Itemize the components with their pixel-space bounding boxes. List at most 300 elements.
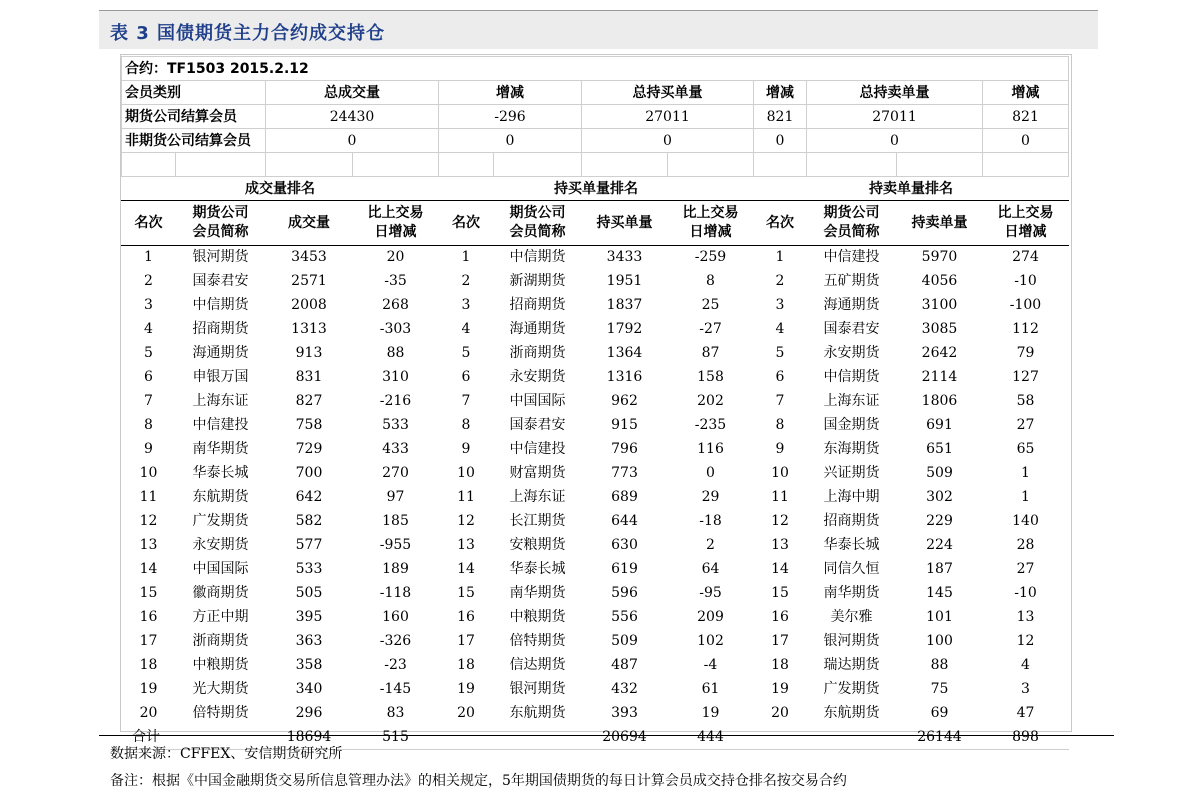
section-title-row xyxy=(122,177,1069,201)
volume-member-cell: 上海东证 xyxy=(192,393,249,409)
volume-qty-cell: 296 xyxy=(295,705,323,721)
volume-member-cell: 徽商期货 xyxy=(192,585,249,601)
volume-rank-cell: 17 xyxy=(139,633,158,649)
buy-member-cell: 上海东证 xyxy=(509,489,566,505)
sell-change-cell: 47 xyxy=(1016,705,1035,721)
buy-rank-cell: 18 xyxy=(439,654,494,678)
sell-rank-cell: 13 xyxy=(754,534,807,558)
volume-change-cell: 97 xyxy=(386,489,405,505)
sell-rank-cell: 5 xyxy=(754,342,807,366)
sell-qty-cell: 100 xyxy=(926,633,953,649)
summary-row xyxy=(122,129,1069,153)
volume-change-cell: -118 xyxy=(379,585,412,601)
summary-sell-change-cell: 821 xyxy=(983,105,1069,129)
sell-change-cell: 127 xyxy=(1012,369,1039,385)
table-title: 表 3 国债期货主力合约成交持仓 xyxy=(110,23,386,44)
spacer-cell xyxy=(439,153,494,177)
sell-member-cell: 上海东证 xyxy=(823,393,880,409)
summary-category-header: 会员类别 xyxy=(122,81,266,105)
section-title-volume: 成交量排名 xyxy=(122,177,439,201)
volume-member-cell: 倍特期货 xyxy=(192,705,249,721)
volume-change-cell: 160 xyxy=(382,609,409,625)
buy-member-cell: 中信期货 xyxy=(509,249,566,265)
buy-change-cell: 209 xyxy=(697,609,724,625)
buy-member-cell: 新湖期货 xyxy=(509,273,566,289)
buy-qty-cell: 509 xyxy=(611,633,638,649)
volume-qty-cell: 582 xyxy=(295,513,323,529)
table-row xyxy=(122,390,1069,414)
sell-change-cell: 27 xyxy=(1016,561,1035,577)
sell-rank-cell: 16 xyxy=(754,606,807,630)
sell-member-cell: 银河期货 xyxy=(823,633,880,649)
volume-member-cell: 南华期货 xyxy=(192,441,249,457)
buy-change-cell: -27 xyxy=(699,321,722,337)
buy-rank-cell: 13 xyxy=(439,534,494,558)
buy-member-cell: 海通期货 xyxy=(509,321,566,337)
volume-change-cell: 533 xyxy=(382,417,409,433)
volume-change-cell: 310 xyxy=(382,369,409,385)
sell-qty-cell: 101 xyxy=(926,609,953,625)
buy-rank-cell: 1 xyxy=(439,246,494,270)
summary-row xyxy=(122,105,1069,129)
sell-rank-cell: 19 xyxy=(754,678,807,702)
sell-member-cell: 永安期货 xyxy=(823,345,880,361)
sell-qty-cell: 69 xyxy=(930,705,949,721)
totals-buy-change: 444 xyxy=(668,726,754,750)
sell-qty-cell: 2642 xyxy=(921,345,958,361)
summary-volume-change-header: 增减 xyxy=(439,81,582,105)
volume-change-cell: 88 xyxy=(386,345,405,361)
volume-member-cell: 国泰君安 xyxy=(192,273,249,289)
volume-change-cell: -216 xyxy=(379,393,412,409)
summary-total-sell-cell: 0 xyxy=(807,129,983,153)
sell-rank-cell: 6 xyxy=(754,366,807,390)
volume-member-cell: 中信期货 xyxy=(192,297,249,313)
buy-rank-cell: 12 xyxy=(439,510,494,534)
spacer-cell xyxy=(176,153,266,177)
rank-header: 名次 xyxy=(122,201,176,246)
member-header-line1: 期货公司 xyxy=(192,205,249,221)
member-header-line2: 会员简称 xyxy=(823,224,880,240)
volume-qty-cell: 642 xyxy=(295,489,323,505)
positions-table xyxy=(121,56,1069,750)
sell-change-cell: 12 xyxy=(1016,633,1035,649)
table-row xyxy=(122,558,1069,582)
volume-member-cell: 浙商期货 xyxy=(192,633,249,649)
sell-qty-cell: 4056 xyxy=(921,273,958,289)
summary-total-volume-cell: 24430 xyxy=(266,105,439,129)
table-row xyxy=(122,678,1069,702)
table-row xyxy=(122,462,1069,486)
sell-change-cell: 27 xyxy=(1016,417,1035,433)
buy-member-cell: 信达期货 xyxy=(509,657,566,673)
volume-qty-cell: 2571 xyxy=(291,273,327,289)
buy-rank-cell: 17 xyxy=(439,630,494,654)
sell-member-cell: 美尔雅 xyxy=(830,609,873,625)
sell-change-cell: 274 xyxy=(1012,249,1039,265)
volume-rank-cell: 11 xyxy=(139,489,158,505)
volume-qty-cell: 395 xyxy=(295,609,323,625)
sell-member-cell: 瑞达期货 xyxy=(823,657,880,673)
buy-qty-cell: 619 xyxy=(611,561,638,577)
volume-change-cell: -326 xyxy=(379,633,412,649)
volume-qty-cell: 729 xyxy=(295,441,323,457)
volume-rank-cell: 20 xyxy=(139,705,158,721)
volume-qty-cell: 533 xyxy=(295,561,323,577)
volume-qty-cell: 340 xyxy=(295,681,323,697)
buy-qty-cell: 556 xyxy=(611,609,638,625)
buy-rank-cell: 4 xyxy=(439,318,494,342)
buy-member-cell: 浙商期货 xyxy=(509,345,566,361)
buy-rank-cell: 7 xyxy=(439,390,494,414)
summary-volume-change-cell: -296 xyxy=(439,105,582,129)
change-header-line2: 日增减 xyxy=(1004,224,1047,240)
spacer-cell xyxy=(122,153,176,177)
spacer-cell xyxy=(668,153,754,177)
volume-change-cell: -303 xyxy=(379,321,412,337)
summary-sell-change-cell: 0 xyxy=(983,129,1069,153)
table-row xyxy=(122,342,1069,366)
table-row xyxy=(122,366,1069,390)
summary-buy-change-cell: 821 xyxy=(754,105,807,129)
summary-total-volume-cell: 0 xyxy=(266,129,439,153)
table-row xyxy=(122,582,1069,606)
buy-member-cell: 安粮期货 xyxy=(509,537,566,553)
totals-empty xyxy=(807,726,897,750)
table-row xyxy=(122,270,1069,294)
sell-rank-cell: 10 xyxy=(754,462,807,486)
table-row xyxy=(122,630,1069,654)
buy-rank-cell: 20 xyxy=(439,702,494,726)
sell-qty-cell: 651 xyxy=(926,441,953,457)
volume-rank-cell: 6 xyxy=(144,369,153,385)
volume-qty-cell: 831 xyxy=(295,369,323,385)
buy-rank-cell: 9 xyxy=(439,438,494,462)
member-header xyxy=(176,201,266,246)
volume-rank-cell: 1 xyxy=(144,249,153,265)
buy-rank-cell: 6 xyxy=(439,366,494,390)
buy-qty-cell: 1792 xyxy=(606,321,643,337)
totals-empty xyxy=(754,726,807,750)
sell-change-cell: 1 xyxy=(1021,489,1030,505)
summary-total-buy-header: 总持买单量 xyxy=(582,81,754,105)
volume-rank-cell: 9 xyxy=(144,441,153,457)
buy-rank-cell: 19 xyxy=(439,678,494,702)
contract-line: 合约：TF1503 2015.2.12 xyxy=(122,57,1069,81)
sell-member-cell: 海通期货 xyxy=(823,297,880,313)
summary-total-buy-cell: 0 xyxy=(582,129,754,153)
volume-qty-cell: 3453 xyxy=(291,249,327,265)
sell-rank-cell: 8 xyxy=(754,414,807,438)
spacer-cell xyxy=(266,153,353,177)
buy-change-cell: 2 xyxy=(706,537,715,553)
volume-member-cell: 广发期货 xyxy=(192,513,249,529)
buy-member-cell: 永安期货 xyxy=(509,369,566,385)
volume-rank-cell: 19 xyxy=(139,681,158,697)
volume-qty-cell: 1313 xyxy=(291,321,327,337)
sell-rank-cell: 3 xyxy=(754,294,807,318)
volume-rank-cell: 14 xyxy=(139,561,158,577)
buy-member-cell: 倍特期货 xyxy=(509,633,566,649)
sell-change-cell: 1 xyxy=(1021,465,1030,481)
table-row xyxy=(122,414,1069,438)
sell-rank-cell: 15 xyxy=(754,582,807,606)
footer-rule xyxy=(99,735,1114,736)
buy-member-cell: 中信建投 xyxy=(509,441,566,457)
sell-qty-cell: 3100 xyxy=(921,297,958,313)
buy-change-cell: -4 xyxy=(703,657,718,673)
volume-rank-cell: 5 xyxy=(144,345,153,361)
buy-change-cell: -18 xyxy=(699,513,722,529)
buy-member-cell: 华泰长城 xyxy=(509,561,566,577)
sell-qty-cell: 145 xyxy=(926,585,953,601)
buy-change-cell: -259 xyxy=(694,249,727,265)
sell-qty-cell: 88 xyxy=(930,657,949,673)
buy-qty-header: 持买单量 xyxy=(582,201,668,246)
buy-change-cell: 8 xyxy=(706,273,715,289)
buy-qty-cell: 630 xyxy=(611,537,638,553)
summary-volume-change-cell: 0 xyxy=(439,129,582,153)
sell-qty-cell: 2114 xyxy=(921,369,958,385)
buy-member-cell: 银河期货 xyxy=(509,681,566,697)
buy-rank-cell: 14 xyxy=(439,558,494,582)
summary-category-cell: 非期货公司结算会员 xyxy=(122,129,266,153)
volume-qty-cell: 505 xyxy=(295,585,323,601)
sell-member-cell: 东航期货 xyxy=(823,705,880,721)
summary-buy-change-header: 增减 xyxy=(754,81,807,105)
buy-qty-cell: 962 xyxy=(611,393,638,409)
volume-qty-cell: 913 xyxy=(295,345,323,361)
table-row xyxy=(122,606,1069,630)
totals-volume: 18694 xyxy=(266,726,353,750)
sell-qty-cell: 5970 xyxy=(921,249,958,265)
volume-rank-cell: 8 xyxy=(144,417,153,433)
table-row xyxy=(122,294,1069,318)
sell-qty-cell: 187 xyxy=(926,561,953,577)
summary-total-sell-cell: 27011 xyxy=(807,105,983,129)
volume-qty-cell: 577 xyxy=(295,537,323,553)
volume-rank-cell: 15 xyxy=(139,585,158,601)
change-header-line2: 日增减 xyxy=(689,224,732,240)
buy-rank-cell: 11 xyxy=(439,486,494,510)
spacer-cell xyxy=(983,153,1069,177)
member-header-line2: 会员简称 xyxy=(192,224,249,240)
volume-change-cell: -145 xyxy=(379,681,412,697)
sell-rank-cell: 1 xyxy=(754,246,807,270)
volume-rank-cell: 4 xyxy=(144,321,153,337)
volume-member-cell: 方正中期 xyxy=(192,609,249,625)
volume-change-cell: 270 xyxy=(382,465,409,481)
buy-qty-cell: 1951 xyxy=(606,273,643,289)
sell-qty-cell: 1806 xyxy=(921,393,958,409)
sell-qty-cell: 691 xyxy=(926,417,953,433)
table-row xyxy=(122,534,1069,558)
totals-label: 合计 xyxy=(122,726,176,750)
buy-rank-cell: 2 xyxy=(439,270,494,294)
volume-change-cell: 20 xyxy=(386,249,405,265)
buy-qty-cell: 487 xyxy=(611,657,638,673)
buy-change-cell: 25 xyxy=(701,297,720,313)
buy-change-cell: 158 xyxy=(697,369,724,385)
totals-sell-change: 898 xyxy=(983,726,1069,750)
sell-qty-cell: 75 xyxy=(930,681,949,697)
buy-change-cell: 64 xyxy=(701,561,720,577)
table-row xyxy=(122,246,1069,270)
buy-member-cell: 中国国际 xyxy=(509,393,566,409)
sell-member-cell: 国金期货 xyxy=(823,417,880,433)
volume-qty-cell: 827 xyxy=(295,393,323,409)
sell-change-cell: 65 xyxy=(1016,441,1035,457)
sell-member-cell: 中信期货 xyxy=(823,369,880,385)
volume-rank-cell: 2 xyxy=(144,273,153,289)
buy-rank-cell: 15 xyxy=(439,582,494,606)
buy-change-cell: 202 xyxy=(697,393,724,409)
table-title-bar xyxy=(99,10,1098,49)
buy-change-cell: 102 xyxy=(697,633,724,649)
table-row xyxy=(122,318,1069,342)
buy-member-cell: 东航期货 xyxy=(509,705,566,721)
buy-qty-cell: 644 xyxy=(611,513,638,529)
sell-rank-cell: 20 xyxy=(754,702,807,726)
buy-qty-cell: 773 xyxy=(611,465,638,481)
volume-change-cell: 268 xyxy=(382,297,409,313)
buy-qty-cell: 915 xyxy=(611,417,638,433)
totals-sell: 26144 xyxy=(897,726,983,750)
summary-sell-change-header: 增减 xyxy=(983,81,1069,105)
sell-qty-cell: 229 xyxy=(926,513,953,529)
volume-member-cell: 中粮期货 xyxy=(192,657,249,673)
summary-header-row xyxy=(122,81,1069,105)
change-header-line1: 比上交易 xyxy=(682,205,739,221)
buy-rank-cell: 3 xyxy=(439,294,494,318)
buy-qty-cell: 596 xyxy=(611,585,638,601)
volume-member-cell: 华泰长城 xyxy=(192,465,249,481)
sell-rank-cell: 12 xyxy=(754,510,807,534)
volume-member-cell: 光大期货 xyxy=(192,681,249,697)
column-header-row xyxy=(122,201,1069,246)
volume-qty-cell: 358 xyxy=(295,657,323,673)
spacer-cell xyxy=(754,153,807,177)
sell-change-cell: 4 xyxy=(1021,657,1030,673)
totals-buy: 20694 xyxy=(582,726,668,750)
sell-rank-cell: 17 xyxy=(754,630,807,654)
sell-change-cell: 3 xyxy=(1021,681,1030,697)
summary-buy-change-cell: 0 xyxy=(754,129,807,153)
buy-member-cell: 招商期货 xyxy=(509,297,566,313)
buy-change-cell: -95 xyxy=(699,585,722,601)
sell-change-cell: 112 xyxy=(1012,321,1039,337)
spacer-cell xyxy=(582,153,668,177)
sell-qty-cell: 302 xyxy=(926,489,953,505)
sell-rank-cell: 11 xyxy=(754,486,807,510)
spacer-cell xyxy=(897,153,983,177)
buy-change-cell: 29 xyxy=(701,489,720,505)
sell-change-cell: -10 xyxy=(1014,585,1037,601)
buy-member-cell: 国泰君安 xyxy=(509,417,566,433)
change-header xyxy=(983,201,1069,246)
volume-change-cell: 433 xyxy=(382,441,409,457)
volume-member-cell: 银河期货 xyxy=(192,249,249,265)
sell-qty-cell: 224 xyxy=(926,537,953,553)
volume-rank-cell: 7 xyxy=(144,393,153,409)
rank-header: 名次 xyxy=(439,201,494,246)
volume-qty-cell: 363 xyxy=(295,633,323,649)
change-header-line1: 比上交易 xyxy=(997,205,1054,221)
member-header-line1: 期货公司 xyxy=(823,205,880,221)
volume-member-cell: 海通期货 xyxy=(192,345,249,361)
buy-member-cell: 长江期货 xyxy=(509,513,566,529)
sell-change-cell: 79 xyxy=(1016,345,1035,361)
buy-change-cell: 116 xyxy=(697,441,724,457)
sell-member-cell: 南华期货 xyxy=(823,585,880,601)
volume-rank-cell: 3 xyxy=(144,297,153,313)
member-header xyxy=(807,201,897,246)
buy-rank-cell: 16 xyxy=(439,606,494,630)
table-row xyxy=(122,438,1069,462)
volume-member-cell: 东航期货 xyxy=(192,489,249,505)
table-row xyxy=(122,510,1069,534)
sell-rank-cell: 7 xyxy=(754,390,807,414)
buy-change-cell: 87 xyxy=(701,345,720,361)
totals-empty xyxy=(494,726,582,750)
sell-member-cell: 华泰长城 xyxy=(823,537,880,553)
volume-change-cell: -35 xyxy=(384,273,407,289)
buy-change-cell: -235 xyxy=(694,417,727,433)
sell-member-cell: 广发期货 xyxy=(823,681,880,697)
sell-change-cell: -10 xyxy=(1014,273,1037,289)
sell-change-cell: 58 xyxy=(1016,393,1035,409)
data-source: 数据来源：CFFEX、安信期货研究所 xyxy=(110,746,343,762)
buy-rank-cell: 5 xyxy=(439,342,494,366)
sell-change-cell: 28 xyxy=(1016,537,1035,553)
summary-total-buy-cell: 27011 xyxy=(582,105,754,129)
buy-qty-cell: 432 xyxy=(611,681,638,697)
sell-member-cell: 同信久恒 xyxy=(823,561,880,577)
member-header xyxy=(494,201,582,246)
sell-change-cell: 13 xyxy=(1016,609,1035,625)
spacer-cell xyxy=(353,153,439,177)
volume-change-cell: -23 xyxy=(384,657,407,673)
volume-member-cell: 中信建投 xyxy=(192,417,249,433)
volume-rank-cell: 18 xyxy=(139,657,158,673)
volume-member-cell: 申银万国 xyxy=(192,369,249,385)
rank-header: 名次 xyxy=(754,201,807,246)
sell-rank-cell: 2 xyxy=(754,270,807,294)
summary-category-cell: 期货公司结算会员 xyxy=(122,105,266,129)
buy-qty-cell: 393 xyxy=(611,705,638,721)
table-row xyxy=(122,486,1069,510)
buy-qty-cell: 689 xyxy=(611,489,638,505)
volume-change-cell: 189 xyxy=(382,561,409,577)
sell-change-cell: -100 xyxy=(1009,297,1042,313)
table-row xyxy=(122,702,1069,726)
buy-rank-cell: 10 xyxy=(439,462,494,486)
sell-member-cell: 五矿期货 xyxy=(823,273,880,289)
volume-qty-cell: 758 xyxy=(295,417,323,433)
buy-change-cell: 61 xyxy=(701,681,720,697)
sell-qty-cell: 3085 xyxy=(921,321,958,337)
member-header-line1: 期货公司 xyxy=(509,205,566,221)
section-title-sell: 持卖单量排名 xyxy=(754,177,1069,201)
volume-rank-cell: 10 xyxy=(139,465,158,481)
volume-member-cell: 永安期货 xyxy=(192,537,249,553)
volume-qty-header: 成交量 xyxy=(266,201,353,246)
volume-member-cell: 中国国际 xyxy=(192,561,249,577)
totals-empty xyxy=(439,726,494,750)
spacer-cell xyxy=(494,153,582,177)
volume-member-cell: 招商期货 xyxy=(192,321,249,337)
footnote: 备注：根据《中国金融期货交易所信息管理办法》的相关规定，5年期国债期货的每日计算会员成交持仓排名按交易合约 xyxy=(110,773,847,789)
